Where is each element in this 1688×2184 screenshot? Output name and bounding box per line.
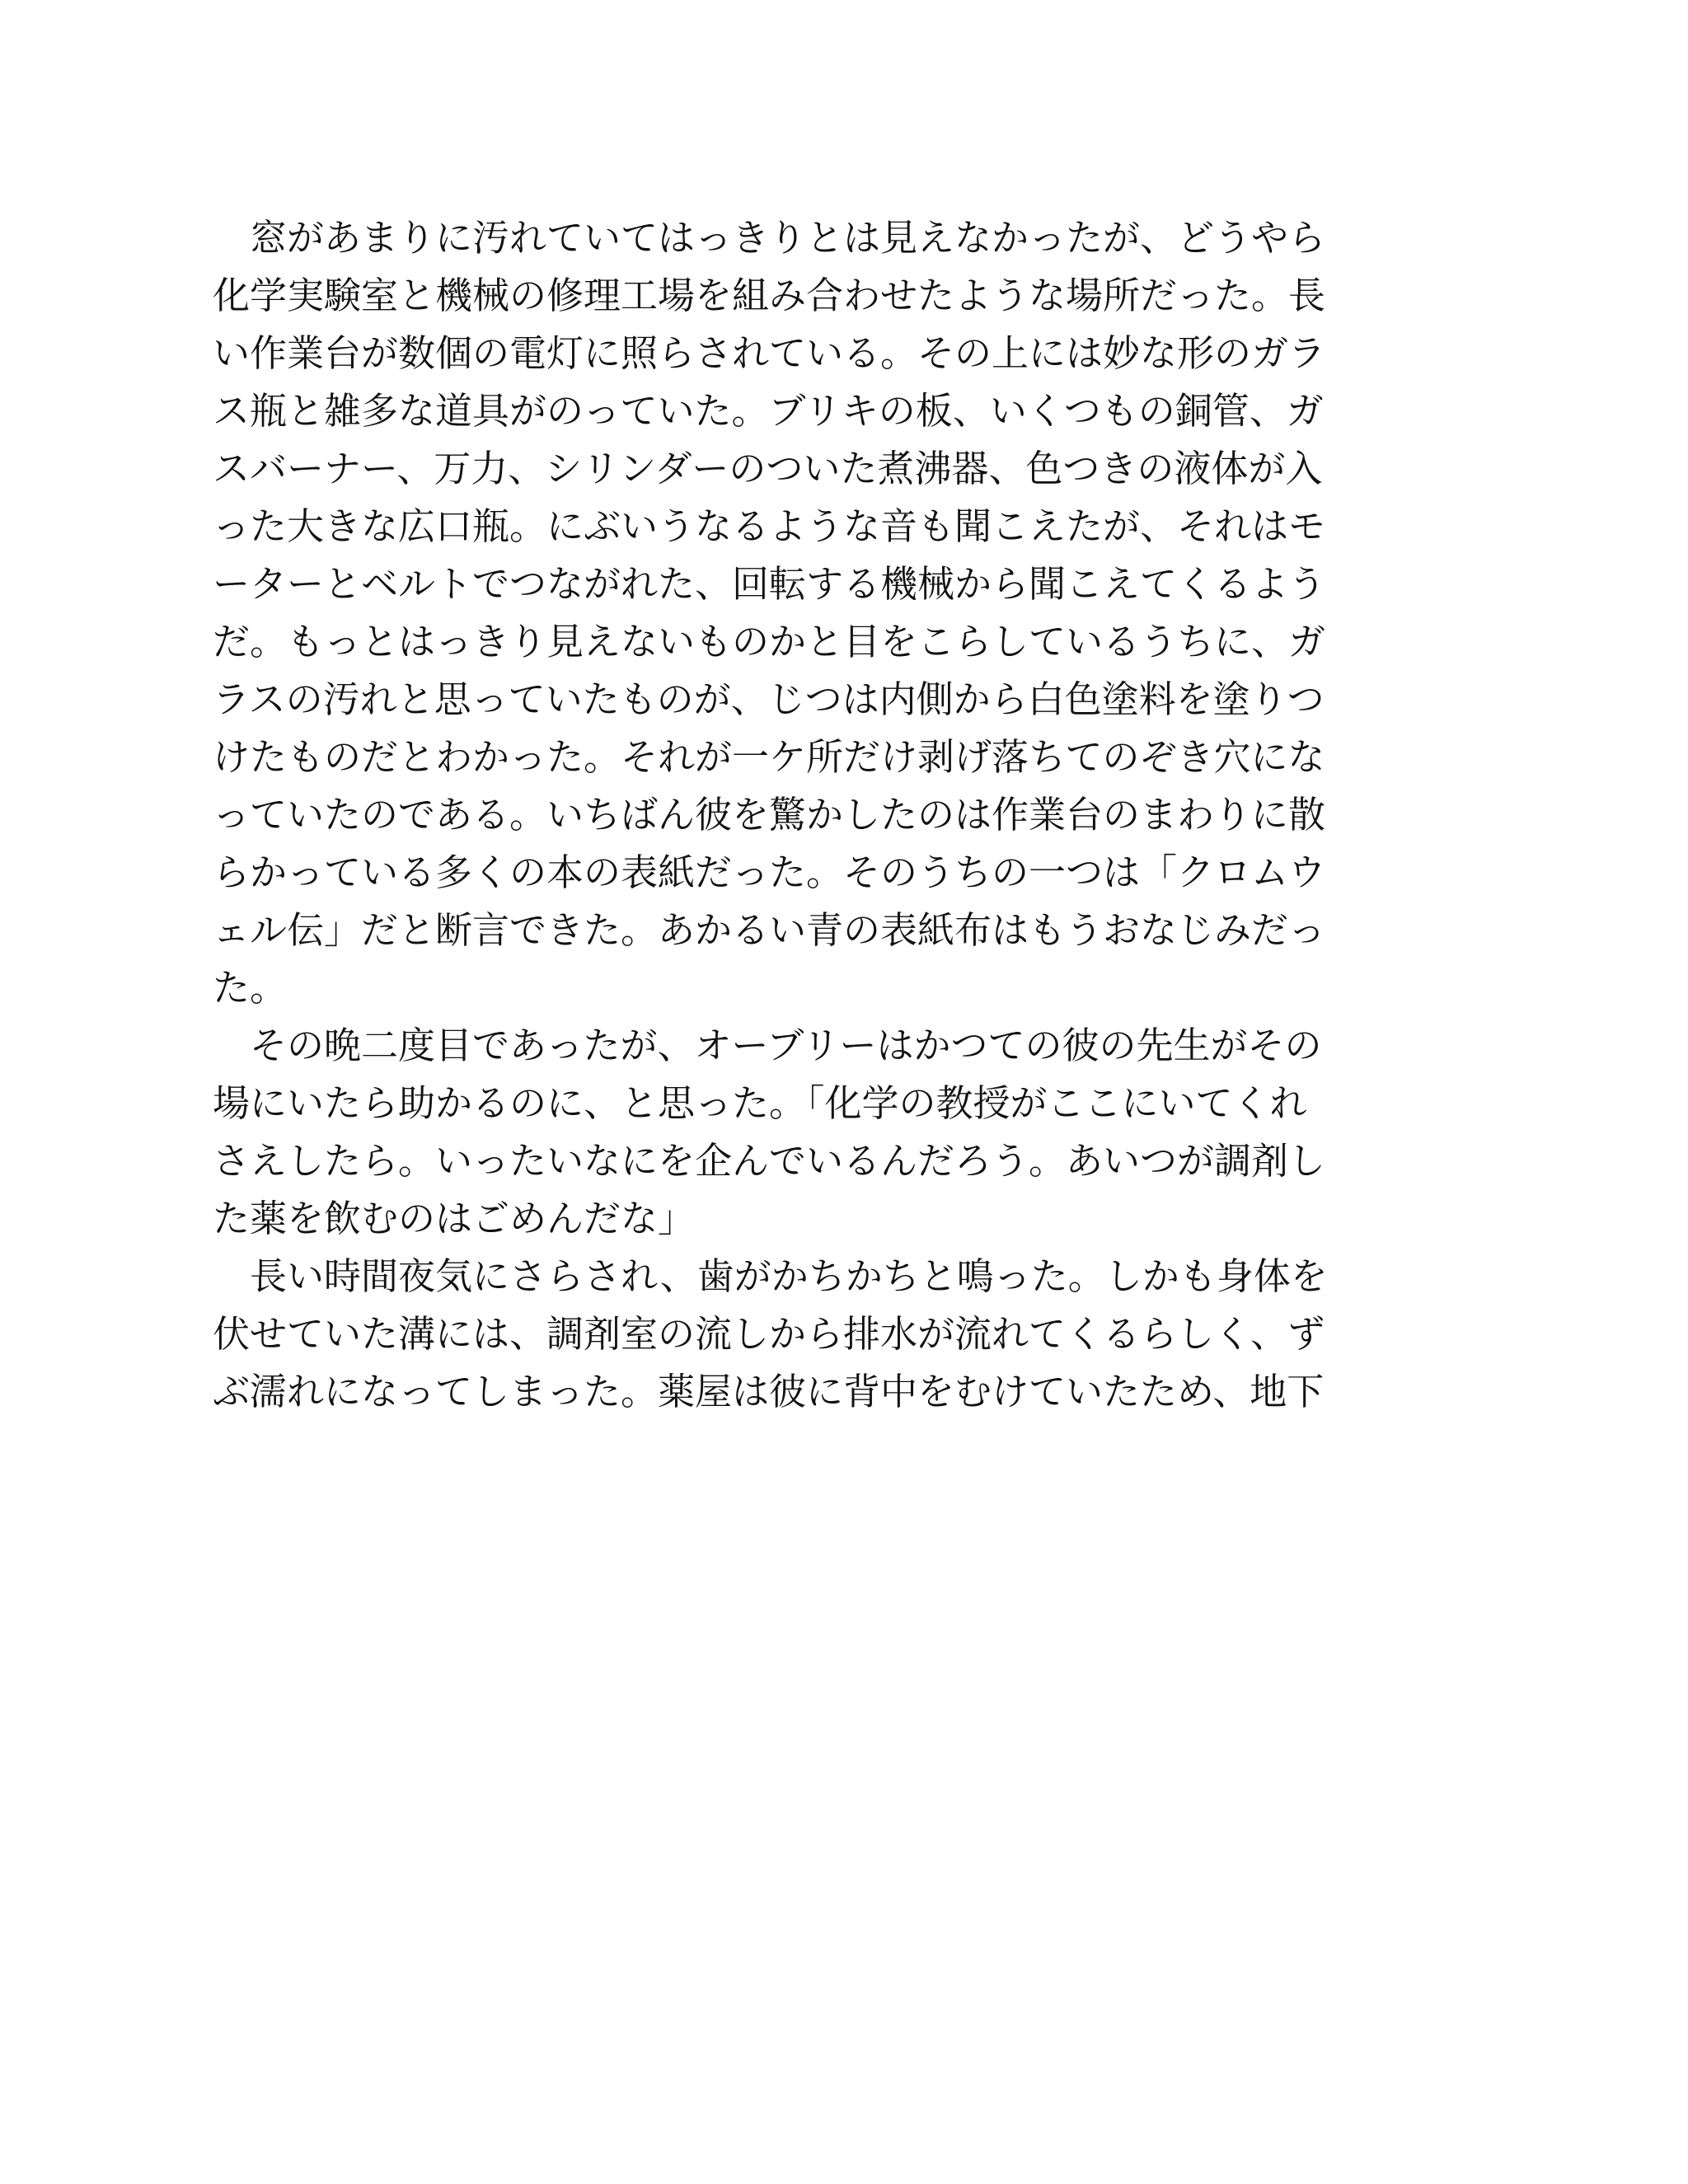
text-line: い作業台が数個の電灯に照らされている。その上には妙な形のガラ <box>213 331 1326 375</box>
text-line: 窓があまりに汚れていてはっきりとは見えなかったが、どうやら <box>213 216 1326 260</box>
text-line: た。 <box>213 966 288 1010</box>
paragraph-3 <box>213 1248 1457 1421</box>
text-line: 伏せていた溝には、調剤室の流しから排水が流れてくるらしく、ず <box>213 1312 1325 1356</box>
text-line: た薬を飲むのはごめんだな」 <box>213 1197 696 1240</box>
paragraph-2 <box>213 1017 1457 1248</box>
text-line: った大きな広口瓶。にぶいうなるような音も聞こえたが、それはモ <box>213 504 1326 548</box>
document-page <box>213 209 1457 1421</box>
text-line: 長い時間夜気にさらされ、歯がかちかちと鳴った。しかも身体を <box>213 1254 1328 1298</box>
text-line: ぶ濡れになってしまった。薬屋は彼に背中をむけていたため、地下 <box>213 1370 1325 1413</box>
text-line: 化学実験室と機械の修理工場を組み合わせたような場所だった。長 <box>213 274 1326 317</box>
text-line: だ。もっとはっきり見えないものかと目をこらしているうちに、ガ <box>213 620 1326 663</box>
text-line: けたものだとわかった。それが一ケ所だけ剥げ落ちてのぞき穴にな <box>213 735 1325 779</box>
paragraph-1 <box>213 209 1457 1017</box>
text-line: らかっている多くの本の表紙だった。そのうちの一つは「クロムウ <box>213 851 1326 894</box>
text-line: ェル伝」だと断言できた。あかるい青の表紙布はもうおなじみだっ <box>213 908 1326 952</box>
text-line: スバーナー、万力、シリンダーのついた煮沸器、色つきの液体が入 <box>213 447 1323 490</box>
text-line: ラスの汚れと思っていたものが、じつは内側から白色塗料を塗りつ <box>213 677 1325 721</box>
text-line: さえしたら。いったいなにを企んでいるんだろう。あいつが調剤し <box>213 1139 1326 1183</box>
text-line: 場にいたら助かるのに、と思った。「化学の教授がここにいてくれ <box>213 1081 1307 1125</box>
text-line: っていたのである。いちばん彼を驚かしたのは作業台のまわりに散 <box>213 793 1326 837</box>
text-line: その晩二度目であったが、オーブリーはかつての彼の先生がその <box>213 1024 1322 1067</box>
text-line: ーターとベルトでつながれた、回転する機械から聞こえてくるよう <box>213 562 1326 606</box>
text-line: ス瓶と雑多な道具がのっていた。ブリキの板、いくつもの銅管、ガ <box>213 389 1324 433</box>
